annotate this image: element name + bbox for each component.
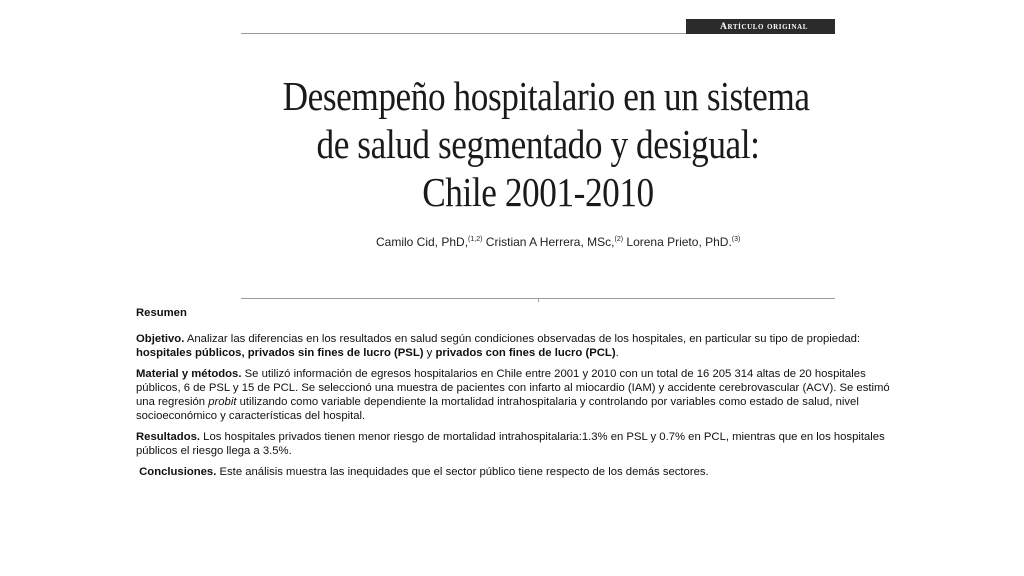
- section-text: Analizar las diferencias en los resultados en salud según condiciones observadas de los hospitales, en particular su tipo de propiedad:: [186, 333, 861, 345]
- abstract-material: [136, 367, 896, 423]
- rule-tick: [538, 298, 539, 302]
- author-affiliation: (3): [731, 236, 741, 243]
- section-text: Los hospitales privados tienen menor riesgo de mortalidad intrahospitalaria:1.3% en PSL y 0.7% en PCL, mientras que en los hospitales públicos el riesgo llega a 3.5%.: [136, 431, 885, 457]
- title-line: Desempeño hospitalario en un sistema: [282, 73, 810, 119]
- title-line: de salud segmentado y desigual:: [316, 121, 760, 167]
- section-label: Resultados.: [136, 431, 201, 443]
- section-text: y: [426, 347, 433, 359]
- section-text: Este análisis muestra las inequidades que el sector público tiene respecto de los demás sectores.: [219, 466, 709, 478]
- section-emphasis: hospitales públicos, privados sin fines de lucro (PSL): [136, 347, 424, 359]
- section-label: Objetivo.: [136, 333, 185, 345]
- section-text: Se utilizó información de egresos hospitalarios en Chile entre 2001 y 2010 con un total de 16 205 314 altas de 20 hospitales públicos, 6 de PSL y 15 de PCL. Se seleccionó una muestra de pacientes con infarto al miocardio (IAM) y accidente cerebrovascular (ACV). Se estimó una regresión: [136, 368, 890, 408]
- author-name: Lorena Prieto, PhD.: [626, 235, 732, 249]
- section-label: Material y métodos.: [136, 368, 242, 380]
- author-name: Camilo Cid, PhD,: [376, 235, 469, 249]
- section-label: Conclusiones.: [139, 466, 217, 478]
- section-emphasis: privados con fines de lucro (PCL): [435, 347, 616, 359]
- author-name: Cristian A Herrera, MSc,: [485, 235, 615, 249]
- abstract-heading: Resumen: [136, 307, 187, 319]
- author-affiliation: (2): [614, 236, 624, 243]
- title-line: Chile 2001-2010: [422, 169, 654, 215]
- section-text: .: [615, 347, 619, 359]
- article-type-badge: Artículo original: [686, 19, 835, 34]
- author-list: [376, 235, 740, 249]
- abstract-resultados: [136, 430, 896, 458]
- abstract-objetivo: [136, 332, 896, 360]
- abstract: [136, 306, 896, 486]
- section-italic: probit: [208, 396, 237, 408]
- author-affiliation: (1,2): [468, 236, 483, 243]
- abstract-conclusiones: [136, 465, 896, 479]
- section-text: utilizando como variable dependiente la mortalidad intrahospitalaria y controlando por variables como estado de salud, nivel socioeconómico y características del hospital.: [136, 396, 859, 422]
- article-title: [282, 72, 810, 216]
